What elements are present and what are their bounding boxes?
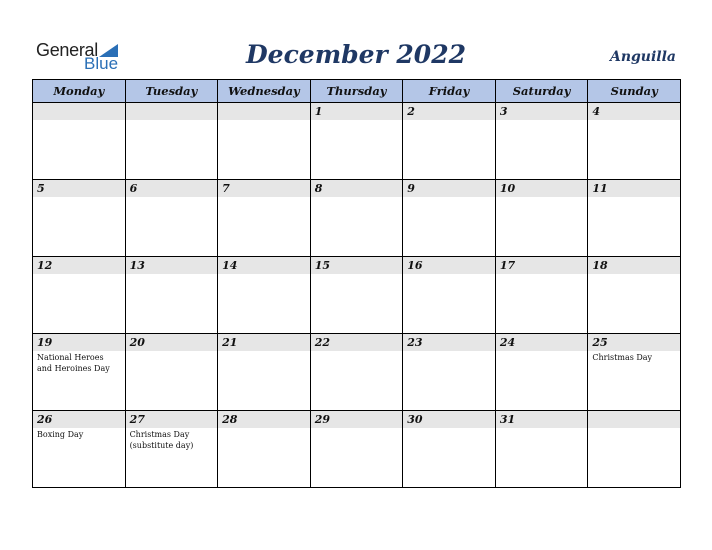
holiday-label: [403, 197, 495, 198]
day-number: 31: [496, 411, 588, 428]
day-number: 19: [33, 334, 125, 351]
holiday-label: [496, 120, 588, 121]
day-number: 22: [311, 334, 403, 351]
day-cell[interactable]: [218, 180, 311, 257]
weekday-header: Sunday: [588, 80, 681, 103]
day-cell[interactable]: [403, 103, 496, 180]
holiday-label: [126, 274, 218, 275]
week-row: [33, 180, 681, 257]
day-cell[interactable]: [310, 334, 403, 411]
day-number: 14: [218, 257, 310, 274]
day-cell[interactable]: [403, 180, 496, 257]
holiday-label: National Heroes and Heroines Day: [37, 353, 110, 373]
day-number: 1: [311, 103, 403, 120]
day-number: [218, 103, 310, 120]
day-cell[interactable]: [588, 180, 681, 257]
holiday-label: [311, 197, 403, 198]
day-cell[interactable]: [33, 257, 126, 334]
day-cell[interactable]: [33, 411, 126, 488]
day-number: 21: [218, 334, 310, 351]
week-row: [33, 257, 681, 334]
day-cell[interactable]: [403, 411, 496, 488]
day-number: 8: [311, 180, 403, 197]
day-cell[interactable]: [403, 334, 496, 411]
logo-word-blue: Blue: [84, 54, 119, 73]
holiday-label: [218, 120, 310, 121]
day-cell[interactable]: [33, 103, 126, 180]
day-cell[interactable]: [218, 334, 311, 411]
weekday-header: Saturday: [495, 80, 588, 103]
day-number: 6: [126, 180, 218, 197]
day-number: 4: [588, 103, 680, 120]
day-number: [126, 103, 218, 120]
week-row: [33, 103, 681, 180]
weekday-header: Monday: [33, 80, 126, 103]
day-number: 13: [126, 257, 218, 274]
day-cell[interactable]: [495, 103, 588, 180]
generalblue-logo: [36, 40, 126, 74]
week-row: [33, 411, 681, 488]
day-cell[interactable]: [495, 334, 588, 411]
day-cell[interactable]: [310, 103, 403, 180]
holiday-label: [588, 197, 680, 198]
holiday-label: [126, 120, 218, 121]
holiday-label: [496, 351, 588, 352]
day-cell[interactable]: [33, 180, 126, 257]
holiday-label: [218, 197, 310, 198]
day-number: 18: [588, 257, 680, 274]
day-number: 17: [496, 257, 588, 274]
holiday-label: [33, 120, 125, 121]
day-number: [588, 411, 680, 428]
day-number: 28: [218, 411, 310, 428]
holiday-label: [496, 428, 588, 429]
holiday-label: [33, 274, 125, 275]
day-number: 15: [311, 257, 403, 274]
holiday-label: [588, 120, 680, 121]
holiday-label: [403, 428, 495, 429]
holiday-label: [403, 274, 495, 275]
holiday-label: [403, 351, 495, 352]
day-cell[interactable]: [495, 180, 588, 257]
day-number: 30: [403, 411, 495, 428]
holiday-label: [218, 274, 310, 275]
holiday-label: [496, 274, 588, 275]
weekday-header: Friday: [403, 80, 496, 103]
day-number: 7: [218, 180, 310, 197]
day-number: 23: [403, 334, 495, 351]
day-cell[interactable]: [495, 411, 588, 488]
holiday-label: [218, 428, 310, 429]
weekday-header: Tuesday: [125, 80, 218, 103]
calendar-grid: [32, 79, 681, 488]
day-number: 12: [33, 257, 125, 274]
day-cell[interactable]: [310, 257, 403, 334]
region-label: Anguilla: [609, 49, 676, 65]
day-cell[interactable]: [125, 180, 218, 257]
holiday-label: [311, 428, 403, 429]
day-cell[interactable]: [33, 334, 126, 411]
day-number: 16: [403, 257, 495, 274]
day-number: 26: [33, 411, 125, 428]
day-number: 3: [496, 103, 588, 120]
day-number: 10: [496, 180, 588, 197]
holiday-label: [126, 197, 218, 198]
day-number: 9: [403, 180, 495, 197]
day-cell[interactable]: [125, 103, 218, 180]
day-number: 5: [33, 180, 125, 197]
day-cell[interactable]: [403, 257, 496, 334]
logo-word-general: General: [36, 40, 98, 60]
day-cell[interactable]: [218, 103, 311, 180]
holiday-label: Christmas Day: [592, 353, 653, 362]
holiday-label: [33, 197, 125, 198]
day-cell[interactable]: [588, 411, 681, 488]
day-cell[interactable]: [310, 180, 403, 257]
day-cell[interactable]: [125, 411, 218, 488]
calendar-title: December 2022: [245, 40, 466, 69]
holiday-label: [126, 351, 218, 352]
day-cell[interactable]: [125, 334, 218, 411]
day-cell[interactable]: [310, 411, 403, 488]
holiday-label: [496, 197, 588, 198]
day-number: 27: [126, 411, 218, 428]
holiday-label: [218, 351, 310, 352]
day-number: 2: [403, 103, 495, 120]
day-number: [33, 103, 125, 120]
holiday-label: Christmas Day (substitute day): [129, 430, 194, 450]
holiday-label: [403, 120, 495, 121]
day-cell[interactable]: [588, 103, 681, 180]
day-number: 29: [311, 411, 403, 428]
holiday-label: [311, 120, 403, 121]
day-cell[interactable]: [125, 257, 218, 334]
weekday-header: Wednesday: [218, 80, 311, 103]
day-cell[interactable]: [218, 257, 311, 334]
holiday-label: [588, 274, 680, 275]
day-cell[interactable]: [495, 257, 588, 334]
day-number: 24: [496, 334, 588, 351]
holiday-label: [311, 274, 403, 275]
week-row: [33, 334, 681, 411]
holiday-label: Boxing Day: [37, 430, 84, 439]
day-number: 20: [126, 334, 218, 351]
day-cell[interactable]: [588, 334, 681, 411]
day-number: 25: [588, 334, 680, 351]
day-cell[interactable]: [218, 411, 311, 488]
weekday-header-row: [33, 80, 681, 103]
weekday-header: Thursday: [310, 80, 403, 103]
day-cell[interactable]: [588, 257, 681, 334]
holiday-label: [311, 351, 403, 352]
day-number: 11: [588, 180, 680, 197]
holiday-label: [588, 428, 680, 429]
